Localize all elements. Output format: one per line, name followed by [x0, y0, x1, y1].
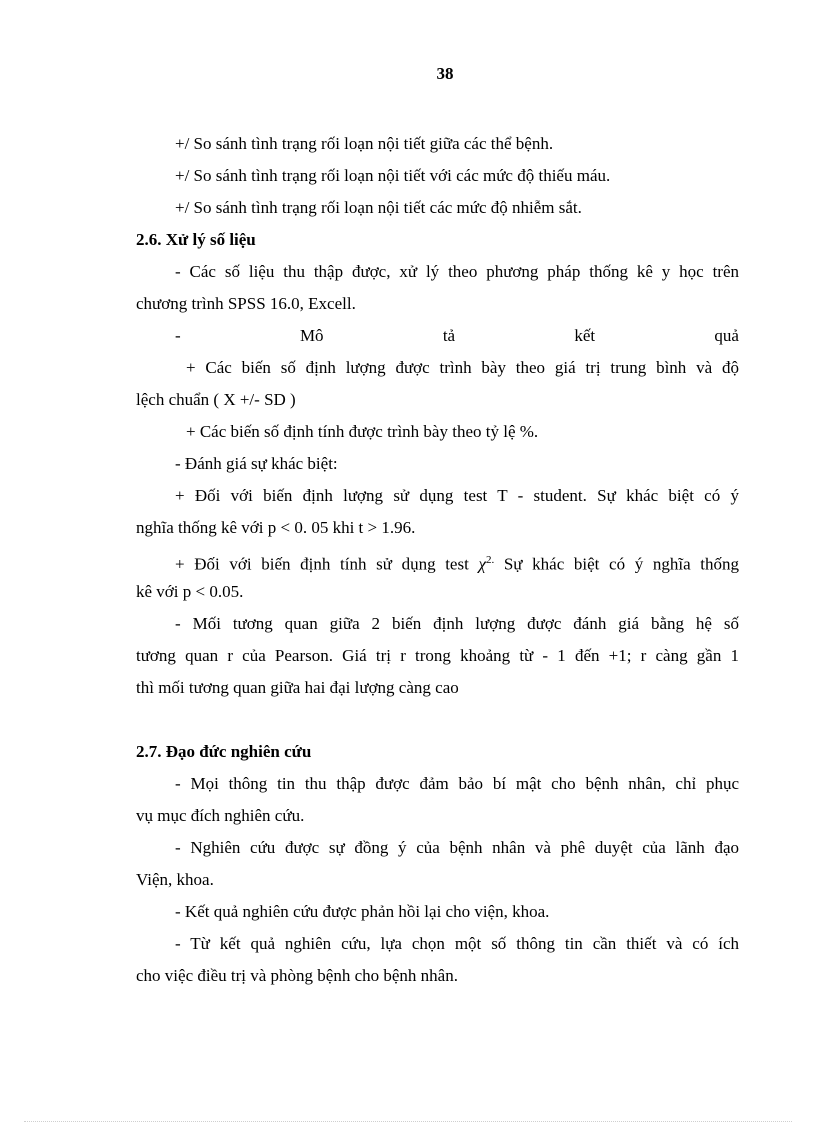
- paragraph-line: kê với p < 0.05.: [136, 582, 244, 601]
- document-body: [136, 128, 739, 992]
- paragraph-line: tương quan r của Pearson. Giá trị r trong khoảng từ - 1 đến +1; r càng gần 1: [136, 646, 739, 665]
- paragraph-line: vụ mục đích nghiên cứu.: [136, 806, 305, 825]
- paragraph-line: - Mọi thông tin thu thập được đảm bảo bí mật cho bệnh nhân, chỉ phục: [175, 774, 739, 793]
- paragraph-line: - Mối tương quan giữa 2 biến định lượng được đánh giá bằng hệ số: [175, 614, 739, 633]
- paragraph-line: [136, 544, 739, 576]
- paragraph-line: - Từ kết quả nghiên cứu, lựa chọn một số thông tin cần thiết và có ích: [175, 934, 739, 953]
- paragraph-line: chương trình SPSS 16.0, Excell.: [136, 294, 356, 313]
- description-word: -: [175, 326, 181, 345]
- paragraph-line: thì mối tương quan giữa hai đại lượng càng cao: [136, 678, 459, 697]
- paragraph-line: - Các số liệu thu thập được, xử lý theo phương pháp thống kê y học trên: [175, 262, 739, 281]
- paragraph-line: Viện, khoa.: [136, 870, 214, 889]
- spacer: [136, 704, 739, 736]
- paragraph-line: nghĩa thống kê với p < 0. 05 khi t > 1.96.: [136, 518, 416, 537]
- paragraph-line: - Nghiên cứu được sự đồng ý của bệnh nhân và phê duyệt của lãnh đạo: [175, 838, 739, 857]
- description-word: tả: [442, 326, 456, 345]
- compare-line-3: +/ So sánh tình trạng rối loạn nội tiết các mức độ nhiễm sắt.: [175, 198, 582, 217]
- section-heading-2-7: 2.7. Đạo đức nghiên cứu: [136, 742, 312, 761]
- paragraph-line: - Đánh giá sự khác biệt:: [175, 454, 338, 473]
- page-number: 38: [436, 64, 454, 83]
- section-heading-2-6: 2.6. Xử lý số liệu: [136, 230, 256, 249]
- description-word: Mô: [299, 326, 324, 345]
- compare-line-2: +/ So sánh tình trạng rối loạn nội tiết với các mức độ thiếu máu.: [175, 166, 611, 185]
- paragraph-text: Sự khác biệt có ý nghĩa thống: [494, 554, 739, 574]
- chi-square-symbol: χ: [478, 554, 486, 574]
- footer-rule: [24, 1121, 792, 1122]
- description-word: quả: [714, 326, 739, 345]
- chi-square-superscript: 2.: [485, 554, 495, 566]
- description-word: kết: [574, 326, 596, 345]
- compare-line-1: +/ So sánh tình trạng rối loạn nội tiết giữa các thể bệnh.: [175, 134, 554, 153]
- description-line: [136, 320, 739, 352]
- paragraph-line: lệch chuẩn ( X +/- SD ): [136, 390, 296, 409]
- paragraph-line: + Các biến số định lượng được trình bày theo giá trị trung bình và độ: [186, 358, 739, 377]
- paragraph-text: + Đối với biến định tính sử dụng test: [175, 554, 479, 574]
- paragraph-line: cho việc điều trị và phòng bệnh cho bệnh nhân.: [136, 966, 458, 985]
- paragraph-line: - Kết quả nghiên cứu được phản hồi lại cho viện, khoa.: [175, 902, 550, 921]
- paragraph-line: + Các biến số định tính được trình bày theo tỷ lệ %.: [186, 422, 539, 441]
- paragraph-line: + Đối với biến định lượng sử dụng test T - student. Sự khác biệt có ý: [175, 486, 739, 505]
